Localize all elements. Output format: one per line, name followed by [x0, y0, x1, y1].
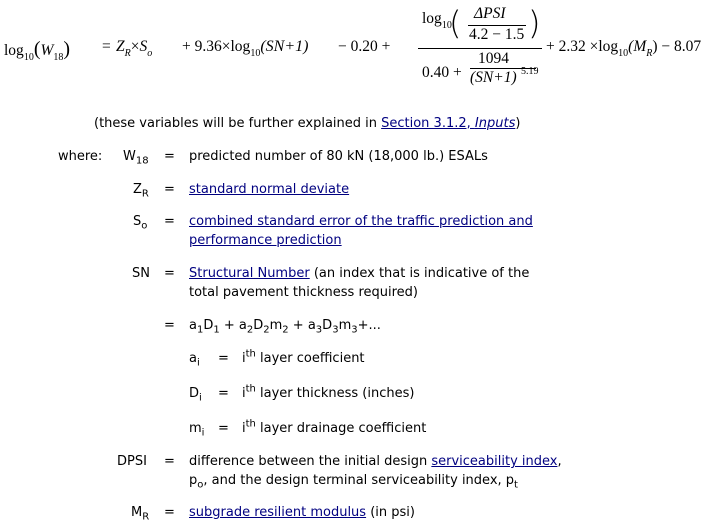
- dpsi-denominator: 4.2 − 1.5: [469, 26, 525, 43]
- var-mr: $M_R$: [131, 505, 150, 523]
- equals-sign: =: [164, 505, 175, 520]
- zr-term: $Z_R\times S_o$: [116, 38, 153, 59]
- design-equation: $\log_{10}(W_{18})$ = $Z_R\times S_o$ + $9.36\times\log_{10}(SN+1)$ − 0.20 + $\log_{10}$ ( ΔPSI 4.2 − 1.5 ) 0.40 + 1094 (SN+1) 5.19 + $2.32 \times\log_{10}(M_R) - 8.07$: [4, 4, 701, 86]
- section-link[interactable]: Section 3.1.2, Inputs: [381, 116, 516, 131]
- so-link[interactable]: combined standard error of the traffic prediction and performance prediction: [189, 214, 533, 248]
- var-sn: SN: [132, 266, 150, 281]
- mr-link[interactable]: subgrade resilient modulus: [189, 505, 367, 520]
- di-desc: $i^{th}$ layer thickness (inches): [242, 383, 415, 401]
- w18-desc: predicted number of 80 kN (18,000 lb.) ESALs: [189, 149, 488, 164]
- var-mi: $m_i$: [189, 421, 205, 439]
- var-so: $S_o$: [133, 214, 148, 232]
- where-label: where:: [58, 149, 103, 164]
- dpsi-desc: difference between the initial design serviceability index, $p_o$, and the design terminal serviceability index, $p_t$: [189, 454, 562, 491]
- var-w18: $W_{18}$: [123, 149, 149, 167]
- dpsi-symbol: ΔPSI: [474, 5, 506, 22]
- sn-formula: $a_1D_1 + a_2D_2m_2 + a_3D_3m_3+$...: [189, 318, 381, 336]
- lhs-log: $\log_{10}(W_{18})$: [4, 38, 71, 63]
- serviceability-link[interactable]: serviceability index: [431, 454, 558, 469]
- sn-link[interactable]: Structural Number: [189, 266, 310, 281]
- equals-sign: =: [218, 421, 229, 436]
- mi-desc: $i^{th}$ layer drainage coefficient: [242, 418, 427, 436]
- equals-sign: =: [164, 266, 175, 281]
- equals-sign: =: [164, 149, 175, 164]
- var-di: $D_i$: [189, 386, 202, 404]
- eq-sign: =: [102, 38, 111, 55]
- minus-020: − 0.20 +: [338, 38, 391, 55]
- equals-sign: =: [164, 182, 175, 197]
- den-num: 1094: [478, 50, 509, 67]
- ai-desc: $i^{th}$ layer coefficient: [242, 348, 365, 366]
- den-const: 0.40 +: [422, 64, 462, 81]
- den-exp: 5.19: [521, 66, 539, 77]
- num-log: $\log_{10}$: [422, 10, 452, 31]
- tail-232: + $2.32 \times\log_{10}(M_R) - 8.07$: [546, 38, 701, 59]
- var-dpsi: DPSI: [117, 454, 147, 469]
- var-zr: $Z_R$: [133, 182, 149, 200]
- equals-sign: =: [218, 351, 229, 366]
- coef-936: + $9.36\times\log_{10}(SN+1)$: [182, 38, 309, 59]
- zr-link[interactable]: standard normal deviate: [189, 182, 350, 197]
- explanation-note: (these variables will be further explained in Section 3.1.2, Inputs): [94, 116, 521, 131]
- equals-sign: =: [164, 318, 175, 333]
- equals-sign: =: [218, 386, 229, 401]
- equals-sign: =: [164, 454, 175, 469]
- var-ai: $a_i$: [189, 351, 200, 369]
- den-den: (SN+1): [470, 69, 517, 86]
- equals-sign: =: [164, 214, 175, 229]
